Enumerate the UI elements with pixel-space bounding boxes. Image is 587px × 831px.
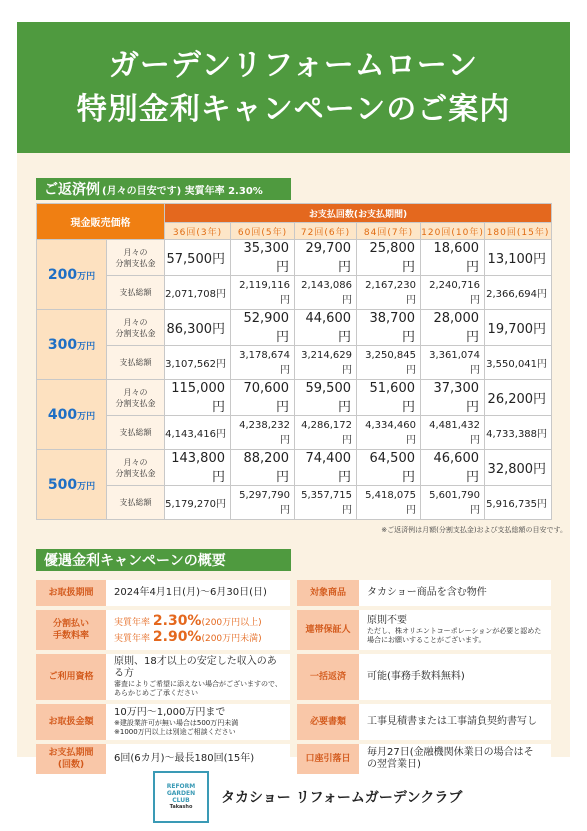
monthly-cell: 46,600円 <box>421 450 485 486</box>
total-label: 支払総額 <box>107 276 165 310</box>
price-cell <box>37 310 107 380</box>
count-value: 6回(6カ月)〜最長180回(15年) <box>106 744 290 774</box>
rate-condition: (200万円以上) <box>201 618 262 628</box>
campaign-row <box>36 610 551 650</box>
total-cell: 3,214,629円 <box>295 346 357 380</box>
price-cell <box>37 450 107 520</box>
total-cell: 5,916,735円 <box>485 486 552 520</box>
debit-label: 口座引落日 <box>297 744 359 774</box>
monthly-cell: 35,300円 <box>231 240 295 276</box>
total-cell: 4,481,432円 <box>421 416 485 450</box>
monthly-label-line2: 分割支払金 <box>115 468 156 478</box>
product-label: 対象商品 <box>297 580 359 606</box>
monthly-label <box>107 450 165 486</box>
campaign-title: 優遇金利キャンペーンの概要 <box>44 553 226 569</box>
campaign-section-title <box>36 549 291 571</box>
rate-label-line1: 分割払い <box>52 619 89 629</box>
table-row <box>37 346 552 380</box>
table-row <box>37 450 552 486</box>
monthly-cell: 28,000円 <box>421 310 485 346</box>
total-cell: 3,250,845円 <box>357 346 421 380</box>
term-header: 84回(7年) <box>357 223 421 240</box>
total-cell: 5,601,790円 <box>421 486 485 520</box>
club-name: タカショー リフォームガーデンクラブ <box>221 790 463 806</box>
price-cell <box>37 380 107 450</box>
logo-text-3: CLUB <box>172 797 190 804</box>
monthly-label-line2: 分割支払金 <box>115 328 156 338</box>
total-cell: 4,286,172円 <box>295 416 357 450</box>
monthly-cell: 70,600円 <box>231 380 295 416</box>
total-cell: 2,143,086円 <box>295 276 357 310</box>
amount-value <box>106 704 290 740</box>
total-cell: 2,167,230円 <box>357 276 421 310</box>
amount-main: 10万円〜1,000万円まで <box>114 707 226 718</box>
total-label: 支払総額 <box>107 416 165 450</box>
table-row <box>37 380 552 416</box>
term-header: 60回(5年) <box>231 223 295 240</box>
price-amount: 300 <box>47 336 78 353</box>
term-header: 72回(6年) <box>295 223 357 240</box>
campaign-table <box>36 576 551 778</box>
docs-value: 工事見積書または工事請負契約書写し <box>359 704 551 740</box>
term-header: 120回(10年) <box>421 223 485 240</box>
total-cell: 3,361,074円 <box>421 346 485 380</box>
total-cell: 5,179,270円 <box>165 486 231 520</box>
monthly-cell: 52,900円 <box>231 310 295 346</box>
monthly-cell: 19,700円 <box>485 310 552 346</box>
campaign-row <box>36 580 551 606</box>
price-header: 現金販売価格 <box>37 204 165 240</box>
guarantor-note: ただし、株オリエントコーポレーションが必要と認めた場合にお願いすることがございます。 <box>367 627 542 644</box>
campaign-row <box>36 704 551 740</box>
monthly-label <box>107 380 165 416</box>
total-cell: 2,366,694円 <box>485 276 552 310</box>
page-title-line1: ガーデンリフォームローン <box>108 47 479 83</box>
rate-condition: (200万円未満) <box>201 634 262 644</box>
total-cell: 3,550,041円 <box>485 346 552 380</box>
monthly-cell: 25,800円 <box>357 240 421 276</box>
table-row <box>37 276 552 310</box>
total-cell: 2,119,116円 <box>231 276 295 310</box>
monthly-cell: 13,100円 <box>485 240 552 276</box>
rate-prefix: 実質年率 <box>114 618 151 628</box>
term-header: 36回(3年) <box>165 223 231 240</box>
monthly-cell: 64,500円 <box>357 450 421 486</box>
monthly-cell: 74,400円 <box>295 450 357 486</box>
period-label: お取扱期間 <box>36 580 106 606</box>
total-cell: 3,107,562円 <box>165 346 231 380</box>
total-cell: 4,238,232円 <box>231 416 295 450</box>
monthly-cell: 32,800円 <box>485 450 552 486</box>
price-amount: 500 <box>47 476 78 493</box>
table-row <box>37 240 552 276</box>
price-amount: 400 <box>47 406 78 423</box>
count-label-line2: (回数) <box>57 760 85 770</box>
monthly-label-line2: 分割支払金 <box>115 258 156 268</box>
count-label-line1: お支払期間 <box>48 748 94 758</box>
count-label <box>36 744 106 774</box>
monthly-cell: 29,700円 <box>295 240 357 276</box>
table-row <box>37 416 552 450</box>
repayment-title: ご返済例 <box>44 182 100 198</box>
total-cell: 5,297,790円 <box>231 486 295 520</box>
table-row <box>37 310 552 346</box>
repayment-table <box>36 203 552 520</box>
monthly-cell: 51,600円 <box>357 380 421 416</box>
monthly-cell: 143,800円 <box>165 450 231 486</box>
amount-label: お取扱金額 <box>36 704 106 740</box>
period-value: 2024年4月1日(月)〜6月30日(日) <box>106 580 290 606</box>
repayment-section-title <box>36 178 291 200</box>
price-unit: 万円 <box>77 481 96 492</box>
monthly-label-line1: 月々の <box>123 387 148 397</box>
guarantor-value <box>359 610 551 650</box>
eligibility-value <box>106 654 290 700</box>
guarantor-main: 原則不要 <box>367 615 407 626</box>
rate-over-200 <box>114 614 282 630</box>
monthly-label-line1: 月々の <box>123 457 148 467</box>
monthly-label <box>107 240 165 276</box>
debit-value: 毎月27日(金融機関休業日の場合はその翌営業日) <box>359 744 551 774</box>
monthly-cell: 37,300円 <box>421 380 485 416</box>
monthly-cell: 59,500円 <box>295 380 357 416</box>
prepay-label: 一括返済 <box>297 654 359 700</box>
campaign-row <box>36 744 551 774</box>
monthly-label-line2: 分割支払金 <box>115 398 156 408</box>
amount-note-2: ※1000万円以上は別途ご相談ください <box>114 728 236 736</box>
total-cell: 4,143,416円 <box>165 416 231 450</box>
price-unit: 万円 <box>77 341 96 352</box>
table-row <box>37 486 552 520</box>
amount-note-1: ※建設業許可が無い場合は500万円未満 <box>114 719 239 727</box>
total-label: 支払総額 <box>107 346 165 380</box>
guarantor-label: 連帯保証人 <box>297 610 359 650</box>
eligibility-note: 審査によりご希望に添えない場合がございますので、あらかじめご了承ください <box>114 680 282 697</box>
rate-under-200 <box>114 630 282 646</box>
logo-text-2: GARDEN <box>166 790 196 797</box>
total-cell: 2,071,708円 <box>165 276 231 310</box>
rate-label <box>36 610 106 650</box>
product-value: タカショー商品を含む物件 <box>359 580 551 606</box>
total-cell: 5,357,715円 <box>295 486 357 520</box>
eligibility-main: 原則、18才以上の安定した収入のある方 <box>114 656 277 679</box>
rate-value <box>106 610 290 650</box>
total-cell: 3,178,674円 <box>231 346 295 380</box>
reform-garden-club-logo <box>153 771 209 823</box>
monthly-cell: 86,300円 <box>165 310 231 346</box>
total-cell: 4,334,460円 <box>357 416 421 450</box>
monthly-cell: 115,000円 <box>165 380 231 416</box>
monthly-label <box>107 310 165 346</box>
monthly-cell: 38,700円 <box>357 310 421 346</box>
total-cell: 4,733,388円 <box>485 416 552 450</box>
period-header: お支払回数(お支払期間) <box>165 204 552 223</box>
price-cell <box>37 240 107 310</box>
page-title-line2: 特別金利キャンペーンのご案内 <box>76 91 511 127</box>
rate-number: 2.30% <box>152 613 202 629</box>
logo-text-1: REFORM <box>166 783 196 790</box>
price-amount: 200 <box>47 266 78 283</box>
repayment-subtitle: (月々の目安です) 実質年率 2.30% <box>102 185 263 197</box>
monthly-label-line1: 月々の <box>123 317 148 327</box>
rate-number: 2.90% <box>152 629 202 645</box>
campaign-row <box>36 654 551 700</box>
title-banner <box>17 22 570 153</box>
prepay-value: 可能(事務手数料無料) <box>359 654 551 700</box>
rate-prefix: 実質年率 <box>114 634 151 644</box>
monthly-label-line1: 月々の <box>123 247 148 257</box>
price-unit: 万円 <box>77 411 96 422</box>
docs-label: 必要書類 <box>297 704 359 740</box>
term-header: 180回(15年) <box>485 223 552 240</box>
monthly-cell: 18,600円 <box>421 240 485 276</box>
monthly-cell: 44,600円 <box>295 310 357 346</box>
total-cell: 5,418,075円 <box>357 486 421 520</box>
total-label: 支払総額 <box>107 486 165 520</box>
price-unit: 万円 <box>77 271 96 282</box>
logo-brand: Takasho <box>169 804 193 810</box>
rate-label-line2: 手数料率 <box>52 631 89 641</box>
eligibility-label: ご利用資格 <box>36 654 106 700</box>
total-cell: 2,240,716円 <box>421 276 485 310</box>
repayment-note: ※ご返済例は月額(分割支払金)および支払総額の目安です。 <box>381 526 567 534</box>
monthly-cell: 57,500円 <box>165 240 231 276</box>
monthly-cell: 88,200円 <box>231 450 295 486</box>
monthly-cell: 26,200円 <box>485 380 552 416</box>
footer <box>153 771 462 823</box>
